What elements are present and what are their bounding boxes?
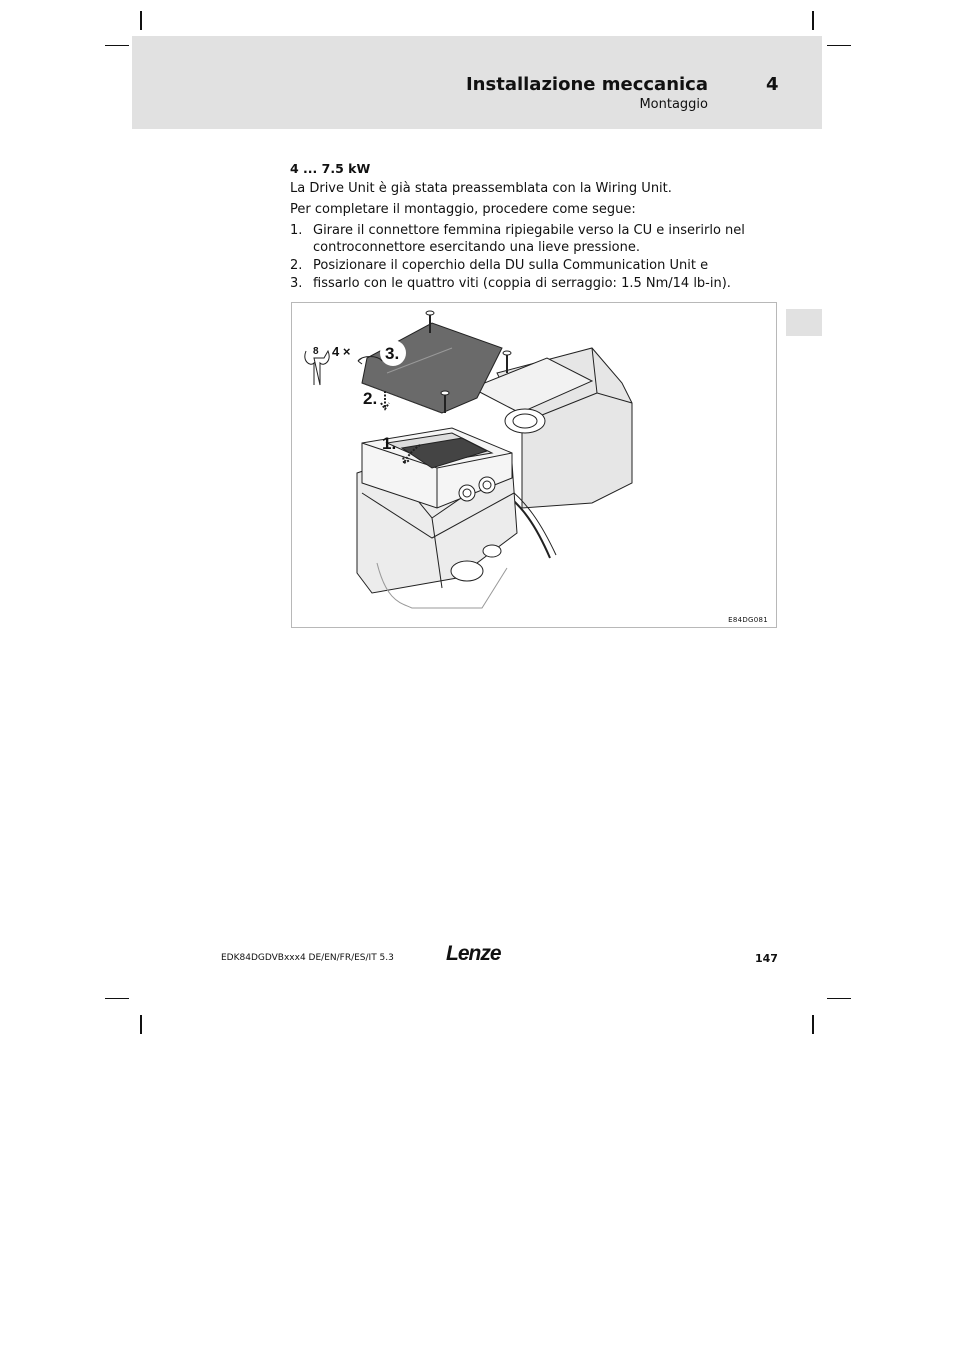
- step-item: [290, 275, 750, 292]
- intro-paragraph-2: Per completare il montaggio, procedere come segue:: [290, 202, 636, 217]
- du-cover: [362, 323, 502, 413]
- crop-mark: [812, 11, 814, 30]
- step-item: [290, 222, 750, 256]
- step-text: Girare il connettore femmina ripiegabile verso la CU e inserirlo nel controconnettore esercitando una lieve pressione.: [313, 223, 745, 255]
- step2-arrow-icon: [381, 391, 389, 409]
- step-text: Posizionare il coperchio della DU sulla Communication Unit e: [313, 258, 709, 273]
- crop-mark: [827, 45, 851, 46]
- crop-mark: [827, 998, 851, 999]
- step-number: 1.: [290, 223, 303, 238]
- crop-mark: [105, 998, 129, 999]
- chapter-side-tab: [786, 309, 822, 336]
- step3-label: 3.: [385, 344, 400, 363]
- assembly-figure: [291, 302, 777, 628]
- step-number: 2.: [290, 258, 303, 273]
- chapter-title: Installazione meccanica: [465, 74, 708, 95]
- figure-code: E84DG081: [728, 616, 768, 624]
- step-number: 3.: [290, 276, 303, 291]
- main-content: [290, 160, 750, 293]
- step2-label: 2.: [363, 389, 378, 408]
- assembly-illustration: [292, 303, 776, 627]
- assembly-steps: [290, 222, 750, 292]
- lenze-logo: Lenze: [446, 942, 501, 965]
- page-number: 147: [755, 952, 778, 965]
- power-range-heading: 4 ... 7.5 kW: [290, 161, 371, 176]
- step1-label: 1.: [382, 434, 397, 453]
- step-text: fissarlo con le quattro viti (coppia di serraggio: 1.5 Nm/14 lb-in).: [313, 276, 731, 291]
- crop-mark: [812, 1015, 814, 1034]
- motor-rotary-switch: [505, 409, 545, 433]
- screw-count-label: 4 ×: [332, 344, 351, 359]
- crop-mark: [140, 11, 142, 30]
- crop-mark: [105, 45, 129, 46]
- wrench-size-label: 8: [313, 346, 319, 357]
- footer-doc-id: EDK84DGDVBxxx4 DE/EN/FR/ES/IT 5.3: [221, 953, 394, 963]
- section-title: Montaggio: [639, 97, 708, 112]
- intro-paragraph-1: La Drive Unit è già stata preassemblata con la Wiring Unit.: [290, 181, 672, 196]
- step-item: [290, 257, 750, 274]
- crop-mark: [140, 1015, 142, 1034]
- chapter-number: 4: [766, 74, 779, 95]
